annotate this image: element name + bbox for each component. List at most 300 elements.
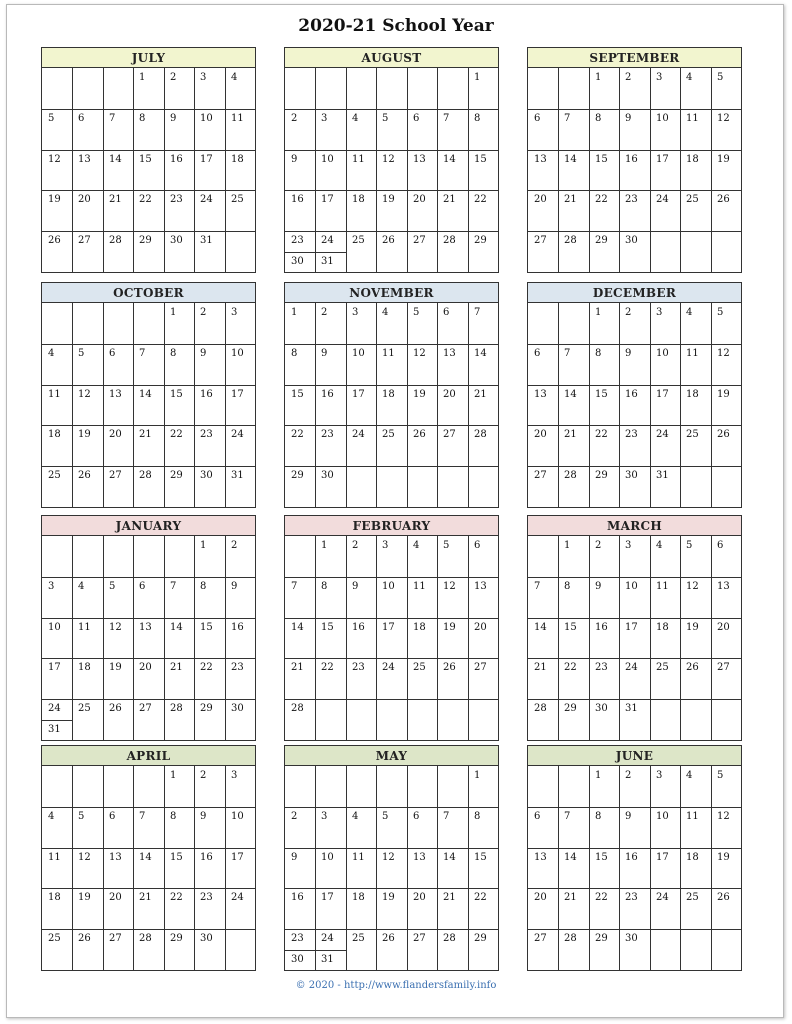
- day-cell: 27: [109, 470, 122, 481]
- day-cell: 24: [321, 933, 334, 944]
- day-cell: 3: [48, 581, 55, 592]
- day-cell: 4: [78, 581, 85, 592]
- day-cell: 29: [170, 470, 183, 481]
- day-cell: 11: [656, 581, 669, 592]
- day-cell: 3: [656, 72, 663, 83]
- day-cell: 6: [474, 540, 481, 551]
- day-cell: 23: [625, 194, 638, 205]
- day-cell: 24: [321, 235, 334, 246]
- day-cell: 18: [382, 389, 395, 400]
- day-cell: 14: [564, 852, 577, 863]
- day-cell: 6: [534, 811, 541, 822]
- day-cell: 12: [717, 348, 730, 359]
- day-cell: 21: [564, 429, 577, 440]
- day-cell: 2: [170, 72, 177, 83]
- day-cell: 2: [625, 770, 632, 781]
- day-cell: 8: [595, 348, 602, 359]
- day-cell: 26: [78, 933, 91, 944]
- day-cell: 27: [139, 703, 152, 714]
- month-header: MAY: [285, 746, 498, 766]
- day-cell: 17: [625, 622, 638, 633]
- month-april: [41, 745, 256, 971]
- day-cell: 3: [231, 307, 238, 318]
- day-cell: 24: [200, 194, 213, 205]
- day-cell: 8: [474, 113, 481, 124]
- day-cell: 31: [656, 470, 669, 481]
- day-cell: 18: [352, 892, 365, 903]
- day-cell: 10: [352, 348, 365, 359]
- day-cell: 22: [291, 429, 304, 440]
- day-cell: 4: [48, 348, 55, 359]
- day-cell: 2: [625, 307, 632, 318]
- day-cell: 25: [686, 892, 699, 903]
- day-cell: 15: [170, 852, 183, 863]
- day-cell: 30: [625, 235, 638, 246]
- day-cell: 17: [321, 194, 334, 205]
- month-header: DECEMBER: [528, 283, 741, 303]
- day-cell: 1: [321, 540, 328, 551]
- day-cell: 11: [352, 852, 365, 863]
- day-cell: 13: [534, 154, 547, 165]
- day-cell: 4: [352, 811, 359, 822]
- day-cell: 28: [443, 235, 456, 246]
- day-cell: 6: [717, 540, 724, 551]
- day-cell: 15: [474, 852, 487, 863]
- month-days-grid: [285, 766, 498, 970]
- day-cell: 25: [48, 933, 61, 944]
- day-cell: 28: [139, 470, 152, 481]
- day-cell: 22: [474, 892, 487, 903]
- day-cell: 23: [231, 662, 244, 673]
- day-cell: 14: [474, 348, 487, 359]
- month-october: [41, 282, 256, 508]
- day-cell: 29: [291, 470, 304, 481]
- day-cell: 3: [625, 540, 632, 551]
- day-cell: 4: [48, 811, 55, 822]
- month-days-grid: [285, 303, 498, 507]
- month-june: [527, 745, 742, 971]
- day-cell: 11: [352, 154, 365, 165]
- day-cell: 24: [352, 429, 365, 440]
- day-cell: 29: [595, 933, 608, 944]
- day-cell: 3: [321, 113, 328, 124]
- day-cell: 7: [564, 113, 571, 124]
- day-cell: 28: [564, 933, 577, 944]
- day-cell: 1: [474, 770, 481, 781]
- day-cell: 1: [474, 72, 481, 83]
- day-cell: 31: [231, 470, 244, 481]
- day-cell: 29: [170, 933, 183, 944]
- day-cell: 7: [474, 307, 481, 318]
- day-cell: 10: [231, 348, 244, 359]
- month-days-grid: [528, 766, 741, 970]
- day-cell: 16: [321, 389, 334, 400]
- day-cell: 18: [413, 622, 426, 633]
- day-cell: 25: [231, 194, 244, 205]
- day-cell: 15: [595, 852, 608, 863]
- day-cell: 6: [534, 348, 541, 359]
- day-cell: 10: [656, 348, 669, 359]
- day-cell: 19: [109, 662, 122, 673]
- day-cell: 5: [109, 581, 116, 592]
- day-cell: 22: [170, 892, 183, 903]
- month-december: [527, 282, 742, 508]
- day-cell: 4: [413, 540, 420, 551]
- day-cell: 28: [474, 429, 487, 440]
- day-cell: 18: [686, 154, 699, 165]
- day-cell: 15: [291, 389, 304, 400]
- day-cell: 7: [534, 581, 541, 592]
- day-cell: 30: [200, 933, 213, 944]
- month-days-grid: [42, 766, 255, 970]
- day-cell: 14: [109, 154, 122, 165]
- day-cell: 15: [139, 154, 152, 165]
- day-cell: 9: [352, 581, 359, 592]
- day-cell: 5: [78, 348, 85, 359]
- day-cell: 16: [625, 154, 638, 165]
- day-cell: 11: [686, 348, 699, 359]
- day-cell: 26: [413, 429, 426, 440]
- day-cell: 24: [231, 892, 244, 903]
- day-cell: 20: [534, 892, 547, 903]
- day-cell: 25: [352, 235, 365, 246]
- day-cell: 2: [291, 113, 298, 124]
- day-cell: 31: [200, 235, 213, 246]
- day-cell: 11: [686, 811, 699, 822]
- day-cell: 21: [109, 194, 122, 205]
- day-cell: 8: [170, 811, 177, 822]
- day-cell: 10: [656, 113, 669, 124]
- day-cell: 4: [352, 113, 359, 124]
- day-cell: 10: [48, 622, 61, 633]
- day-cell: 16: [595, 622, 608, 633]
- day-cell: 21: [534, 662, 547, 673]
- day-cell: 9: [231, 581, 238, 592]
- day-cell: 28: [443, 933, 456, 944]
- day-cell: 7: [139, 348, 146, 359]
- day-cell: 3: [200, 72, 207, 83]
- day-cell: 2: [321, 307, 328, 318]
- day-cell: 14: [139, 389, 152, 400]
- day-cell: 5: [717, 72, 724, 83]
- day-cell: 25: [686, 429, 699, 440]
- month-days-grid: [42, 68, 255, 272]
- month-header: JUNE: [528, 746, 741, 766]
- day-cell: 5: [443, 540, 450, 551]
- day-cell: 24: [656, 892, 669, 903]
- day-cell: 7: [443, 811, 450, 822]
- day-cell: 9: [321, 348, 328, 359]
- day-cell: 1: [595, 72, 602, 83]
- day-cell: 17: [48, 662, 61, 673]
- day-cell: 3: [656, 770, 663, 781]
- month-header: OCTOBER: [42, 283, 255, 303]
- day-cell: 1: [291, 307, 298, 318]
- day-cell: 28: [564, 470, 577, 481]
- month-march: [527, 515, 742, 741]
- day-cell: 6: [139, 581, 146, 592]
- day-cell: 3: [231, 770, 238, 781]
- month-days-grid: [528, 303, 741, 507]
- day-cell: 16: [291, 194, 304, 205]
- day-cell: 3: [352, 307, 359, 318]
- day-cell: 26: [78, 470, 91, 481]
- day-cell: 20: [413, 892, 426, 903]
- day-cell: 24: [231, 429, 244, 440]
- day-cell: 5: [78, 811, 85, 822]
- day-cell: 9: [200, 811, 207, 822]
- day-cell: 31: [625, 703, 638, 714]
- month-days-grid: [285, 68, 498, 272]
- day-cell: 14: [564, 389, 577, 400]
- day-cell: 13: [443, 348, 456, 359]
- day-cell: 22: [200, 662, 213, 673]
- month-july: [41, 47, 256, 273]
- day-cell: 20: [109, 892, 122, 903]
- day-cell: 7: [443, 113, 450, 124]
- day-cell: 23: [291, 933, 304, 944]
- day-cell: 1: [200, 540, 207, 551]
- day-cell: 4: [656, 540, 663, 551]
- day-cell: 12: [413, 348, 426, 359]
- day-cell: 25: [686, 194, 699, 205]
- day-cell: 2: [200, 307, 207, 318]
- day-cell: 12: [109, 622, 122, 633]
- day-cell: 25: [48, 470, 61, 481]
- day-cell: 17: [656, 852, 669, 863]
- day-cell: 29: [474, 933, 487, 944]
- day-cell: 17: [321, 892, 334, 903]
- day-cell: 13: [474, 581, 487, 592]
- day-cell: 1: [595, 307, 602, 318]
- day-cell: 27: [534, 470, 547, 481]
- day-cell: 13: [413, 852, 426, 863]
- day-cell: 3: [382, 540, 389, 551]
- month-days-grid: [528, 536, 741, 740]
- day-cell: 17: [656, 389, 669, 400]
- day-cell: 9: [625, 811, 632, 822]
- day-cell: 8: [595, 811, 602, 822]
- day-cell: 23: [352, 662, 365, 673]
- day-cell: 26: [382, 933, 395, 944]
- day-cell: 23: [625, 429, 638, 440]
- day-cell: 15: [170, 389, 183, 400]
- day-cell: 16: [170, 154, 183, 165]
- day-cell: 17: [200, 154, 213, 165]
- day-cell: 11: [382, 348, 395, 359]
- day-cell: 14: [443, 154, 456, 165]
- day-cell: 13: [109, 852, 122, 863]
- day-cell: 7: [139, 811, 146, 822]
- day-cell: 19: [382, 892, 395, 903]
- day-cell: 19: [382, 194, 395, 205]
- day-cell: 11: [48, 852, 61, 863]
- day-cell: 26: [443, 662, 456, 673]
- day-cell: 13: [78, 154, 91, 165]
- day-cell: 10: [625, 581, 638, 592]
- day-cell: 16: [200, 852, 213, 863]
- day-cell: 8: [474, 811, 481, 822]
- day-cell: 29: [595, 470, 608, 481]
- month-header: NOVEMBER: [285, 283, 498, 303]
- day-cell: 24: [656, 194, 669, 205]
- day-cell: 5: [48, 113, 55, 124]
- day-cell: 15: [595, 389, 608, 400]
- day-cell: 23: [321, 429, 334, 440]
- day-cell: 12: [382, 852, 395, 863]
- day-cell: 15: [595, 154, 608, 165]
- day-cell: 23: [291, 235, 304, 246]
- day-cell: 15: [321, 622, 334, 633]
- day-cell: 1: [595, 770, 602, 781]
- day-cell: 3: [321, 811, 328, 822]
- day-cell: 10: [321, 852, 334, 863]
- day-cell: 9: [200, 348, 207, 359]
- day-cell: 27: [413, 235, 426, 246]
- day-cell: 9: [595, 581, 602, 592]
- day-cell: 14: [564, 154, 577, 165]
- day-cell: 20: [109, 429, 122, 440]
- day-cell: 31: [48, 724, 61, 735]
- day-cell: 5: [717, 770, 724, 781]
- month-header: APRIL: [42, 746, 255, 766]
- day-cell: 6: [413, 113, 420, 124]
- month-days-grid: [42, 536, 255, 740]
- day-cell: 7: [564, 811, 571, 822]
- day-cell: 12: [717, 113, 730, 124]
- day-cell: 29: [139, 235, 152, 246]
- day-cell: 1: [139, 72, 146, 83]
- day-cell: 8: [564, 581, 571, 592]
- day-cell: 5: [717, 307, 724, 318]
- day-cell: 26: [686, 662, 699, 673]
- day-cell: 20: [443, 389, 456, 400]
- day-cell: 24: [382, 662, 395, 673]
- day-cell: 13: [534, 389, 547, 400]
- day-cell: 24: [48, 703, 61, 714]
- day-cell: 22: [564, 662, 577, 673]
- day-cell: 8: [170, 348, 177, 359]
- day-cell: 31: [321, 954, 334, 965]
- day-cell: 21: [139, 429, 152, 440]
- day-cell: 2: [231, 540, 238, 551]
- day-cell: 5: [413, 307, 420, 318]
- day-cell: 14: [139, 852, 152, 863]
- day-cell: 29: [564, 703, 577, 714]
- day-cell: 18: [686, 852, 699, 863]
- day-cell: 16: [231, 622, 244, 633]
- day-cell: 21: [139, 892, 152, 903]
- month-header: FEBRUARY: [285, 516, 498, 536]
- day-cell: 8: [200, 581, 207, 592]
- day-cell: 22: [170, 429, 183, 440]
- day-cell: 20: [139, 662, 152, 673]
- day-cell: 17: [231, 389, 244, 400]
- month-header: JANUARY: [42, 516, 255, 536]
- day-cell: 10: [656, 811, 669, 822]
- day-cell: 14: [534, 622, 547, 633]
- day-cell: 16: [291, 892, 304, 903]
- day-cell: 13: [534, 852, 547, 863]
- day-cell: 6: [109, 811, 116, 822]
- day-cell: 2: [291, 811, 298, 822]
- day-cell: 13: [109, 389, 122, 400]
- day-cell: 27: [717, 662, 730, 673]
- day-cell: 17: [656, 154, 669, 165]
- day-cell: 9: [291, 154, 298, 165]
- day-cell: 30: [231, 703, 244, 714]
- month-february: [284, 515, 499, 741]
- day-cell: 30: [200, 470, 213, 481]
- day-cell: 19: [717, 154, 730, 165]
- day-cell: 12: [686, 581, 699, 592]
- day-cell: 22: [474, 194, 487, 205]
- day-cell: 23: [200, 892, 213, 903]
- day-cell: 5: [382, 113, 389, 124]
- day-cell: 11: [413, 581, 426, 592]
- day-cell: 23: [200, 429, 213, 440]
- day-cell: 6: [413, 811, 420, 822]
- page-title: 2020-21 School Year: [298, 16, 494, 36]
- day-cell: 8: [139, 113, 146, 124]
- day-cell: 4: [382, 307, 389, 318]
- day-cell: 13: [413, 154, 426, 165]
- day-cell: 21: [474, 389, 487, 400]
- day-cell: 26: [109, 703, 122, 714]
- copyright-footer: © 2020 - http://www.flandersfamily.info: [295, 980, 497, 991]
- day-cell: 19: [443, 622, 456, 633]
- day-cell: 5: [382, 811, 389, 822]
- day-cell: 29: [474, 235, 487, 246]
- day-cell: 13: [139, 622, 152, 633]
- day-cell: 21: [291, 662, 304, 673]
- day-cell: 6: [78, 113, 85, 124]
- month-august: [284, 47, 499, 273]
- day-cell: 20: [474, 622, 487, 633]
- day-cell: 27: [413, 933, 426, 944]
- day-cell: 19: [413, 389, 426, 400]
- day-cell: 18: [48, 892, 61, 903]
- day-cell: 7: [109, 113, 116, 124]
- day-cell: 27: [443, 429, 456, 440]
- day-cell: 11: [686, 113, 699, 124]
- day-cell: 27: [474, 662, 487, 673]
- day-cell: 24: [625, 662, 638, 673]
- day-cell: 16: [625, 389, 638, 400]
- day-cell: 26: [717, 892, 730, 903]
- day-cell: 17: [231, 852, 244, 863]
- day-cell: 6: [534, 113, 541, 124]
- day-cell: 20: [78, 194, 91, 205]
- day-cell: 18: [656, 622, 669, 633]
- month-september: [527, 47, 742, 273]
- day-cell: 11: [78, 622, 91, 633]
- day-cell: 12: [78, 389, 91, 400]
- day-cell: 21: [170, 662, 183, 673]
- day-cell: 7: [564, 348, 571, 359]
- day-cell: 10: [382, 581, 395, 592]
- day-cell: 20: [413, 194, 426, 205]
- day-cell: 2: [625, 72, 632, 83]
- day-cell: 12: [717, 811, 730, 822]
- day-cell: 18: [78, 662, 91, 673]
- day-cell: 9: [625, 113, 632, 124]
- day-cell: 30: [625, 470, 638, 481]
- month-days-grid: [528, 68, 741, 272]
- day-cell: 19: [717, 389, 730, 400]
- day-cell: 12: [382, 154, 395, 165]
- day-cell: 30: [291, 256, 304, 267]
